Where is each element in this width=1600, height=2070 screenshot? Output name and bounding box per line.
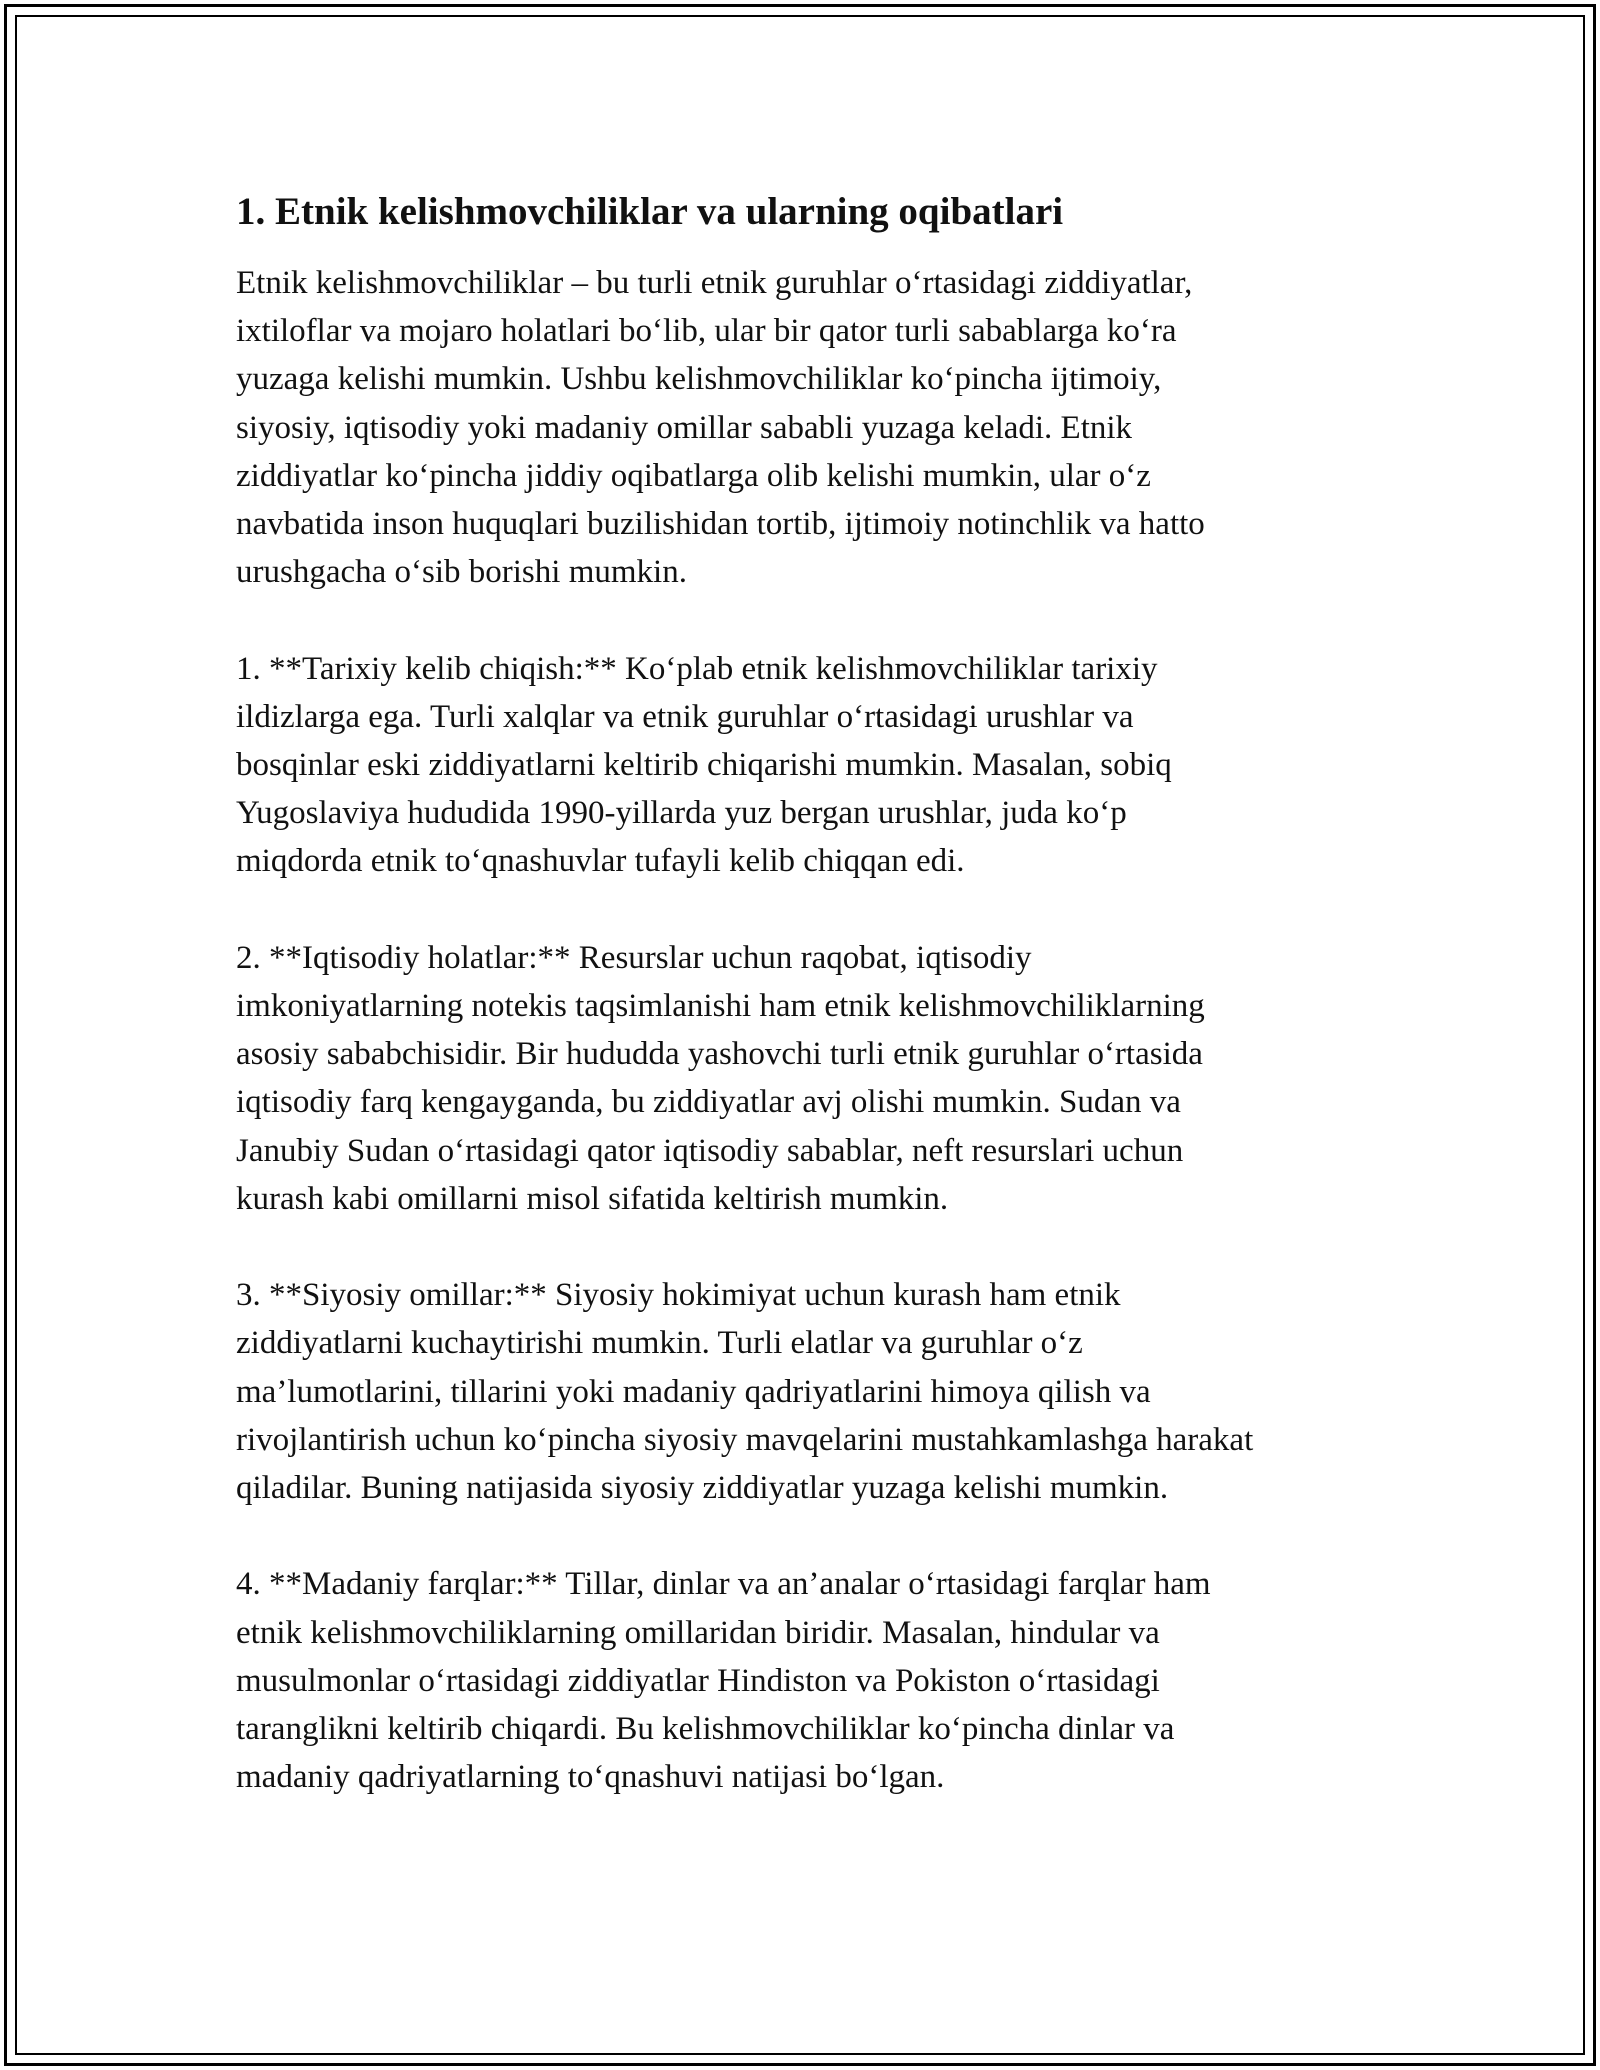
- text-line: musulmonlar o‘rtasidagi ziddiyatlar Hindiston va Pokiston o‘rtasidagi: [236, 1662, 1160, 1699]
- paragraph-economic-conditions: [236, 934, 1376, 1223]
- text-line: Yugoslaviya hududida 1990-yillarda yuz bergan urushlar, juda ko‘p: [236, 795, 1127, 832]
- text-line: ixtiloflar va mojaro holatlari bo‘lib, ular bir qator turli sabablarga ko‘ra: [236, 313, 1177, 350]
- text-line: rivojlantirish uchun ko‘pincha siyosiy mavqelarini mustahkamlashga harakat: [236, 1421, 1254, 1458]
- text-line: asosiy sababchisidir. Bir hududda yashovchi turli etnik guruhlar o‘rtasida: [236, 1036, 1203, 1073]
- document-body: [236, 186, 1376, 1850]
- text-line: qiladilar. Buning natijasida siyosiy ziddiyatlar yuzaga kelishi mumkin.: [236, 1470, 1169, 1507]
- text-line: etnik kelishmovchiliklarning omillaridan biridir. Masalan, hindular va: [236, 1614, 1160, 1651]
- text-line: madaniy qadriyatlarning to‘qnashuvi natijasi bo‘lgan.: [236, 1759, 945, 1796]
- text-line: ziddiyatlarni kuchaytirishi mumkin. Turli elatlar va guruhlar o‘z: [236, 1325, 1083, 1362]
- text-line: bosqinlar eski ziddiyatlarni keltirib chiqarishi mumkin. Masalan, sobiq: [236, 747, 1172, 784]
- text-line: ziddiyatlar ko‘pincha jiddiy oqibatlarga olib kelishi mumkin, ular o‘z: [236, 457, 1151, 494]
- text-line: navbatida inson huquqlari buzilishidan tortib, ijtimoiy notinchlik va hatto: [236, 506, 1205, 543]
- text-line: Etnik kelishmovchiliklar – bu turli etnik guruhlar o‘rtasidagi ziddiyatlar,: [236, 265, 1193, 301]
- text-line: Janubiy Sudan o‘rtasidagi qator iqtisodiy sabablar, neft resurslari uchun: [236, 1132, 1184, 1169]
- text-line: 3. **Siyosiy omillar:** Siyosiy hokimiyat uchun kurash ham etnik: [236, 1277, 1121, 1314]
- text-line: imkoniyatlarning notekis taqsimlanishi ham etnik kelishmovchiliklarning: [236, 988, 1205, 1025]
- text-line: yuzaga kelishi mumkin. Ushbu kelishmovchiliklar ko‘pincha ijtimoiy,: [236, 361, 1162, 398]
- paragraph-political-factors: [236, 1271, 1376, 1512]
- text-line: ildizlarga ega. Turli xalqlar va etnik guruhlar o‘rtasidagi urushlar va: [236, 698, 1134, 735]
- text-line: siyosiy, iqtisodiy yoki madaniy omillar sababli yuzaga keladi. Etnik: [236, 409, 1133, 446]
- text-line: 1. **Tarixiy kelib chiqish:** Ko‘plab etnik kelishmovchiliklar tarixiy: [236, 650, 1158, 687]
- paragraph-historical-origins: [236, 645, 1376, 886]
- text-line: kurash kabi omillarni misol sifatida keltirish mumkin.: [236, 1180, 949, 1217]
- paragraph-cultural-differences: [236, 1560, 1376, 1801]
- text-line: miqdorda etnik to‘qnashuvlar tufayli kelib chiqqan edi.: [236, 843, 965, 880]
- text-line: urushgacha o‘sib borishi mumkin.: [236, 554, 687, 591]
- text-line: 2. **Iqtisodiy holatlar:** Resurslar uchun raqobat, iqtisodiy: [236, 939, 1032, 976]
- paragraph-intro: [236, 259, 1376, 596]
- text-line: ma’lumotlarini, tillarini yoki madaniy qadriyatlarini himoya qilish va: [236, 1373, 1151, 1410]
- text-line: taranglikni keltirib chiqardi. Bu kelishmovchiliklar ko‘pincha dinlar va: [236, 1711, 1175, 1748]
- document-title: 1. Etnik kelishmovchiliklar va ularning oqibatlari: [236, 190, 1064, 233]
- text-line: 4. **Madaniy farqlar:** Tillar, dinlar va an’analar o‘rtasidagi farqlar ham: [236, 1566, 1211, 1603]
- text-line: iqtisodiy farq kengayganda, bu ziddiyatlar avj olishi mumkin. Sudan va: [236, 1084, 1181, 1121]
